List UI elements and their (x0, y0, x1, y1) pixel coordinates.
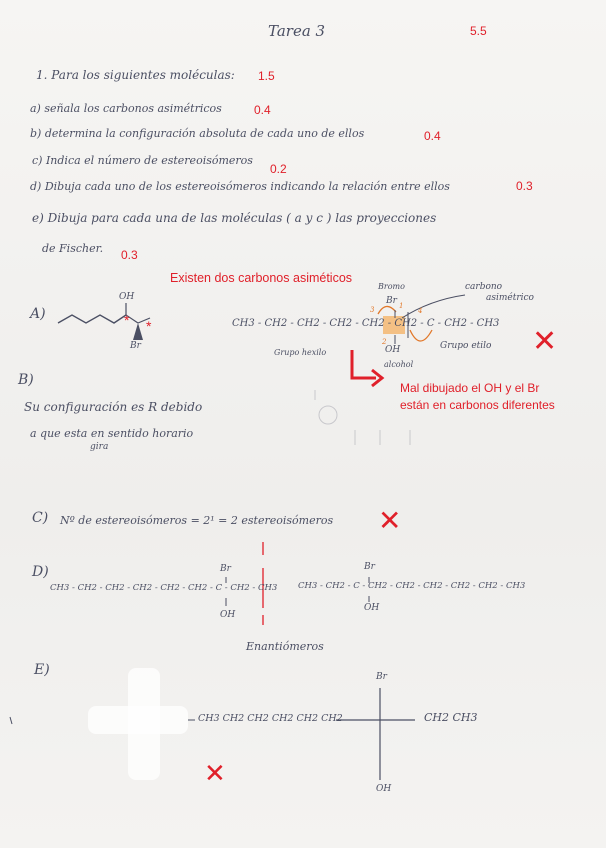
d-right-formula: CH3 - CH2 - C - CH2 - CH2 - CH2 - CH2 - CH2 - CH3 (298, 581, 526, 591)
feedback-asymmetric-carbons: Existen dos carbonos asiméticos (170, 271, 353, 285)
question-item-c-grade: 0.2 (270, 162, 287, 176)
rotation-arrow-top (378, 306, 396, 314)
cross-mark-section-c: ✕ (378, 504, 402, 537)
d-left-oh: OH (220, 610, 236, 620)
carbono-note-line1: carbono (465, 282, 503, 292)
question-item-e: e) Dibuja para cada una de las moléculas ( a y c ) las proyecciones (32, 211, 437, 225)
d-left-formula: CH3 - CH2 - CH2 - CH2 - CH2 - CH2 - C - CH2 - CH3 (50, 583, 278, 593)
question-item-a-grade: 0.4 (254, 103, 271, 117)
skeletal-chain (58, 315, 126, 323)
section-e-label: E) (34, 662, 50, 678)
section-b-line3: gira (90, 442, 109, 452)
grupo-hexilo-note: Grupo hexilo (274, 348, 327, 357)
d-relation-label: Enantiómeros (246, 640, 324, 653)
br-substituent: Br (386, 296, 397, 306)
section-c-text: Nº de estereoisómeros = 2¹ = 2 estereoisómeros (60, 514, 334, 527)
question-item-b: b) determina la configuración absoluta de cada uno de ellos (30, 127, 365, 140)
priority-2: 2 (382, 338, 387, 346)
question-item-c: c) Indica el número de estereoisómeros (32, 154, 253, 167)
rotation-arrow-right (410, 330, 432, 341)
question-item-a: a) señala los carbonos asimétricos (30, 102, 222, 115)
e-left-chain: CH3 CH2 CH2 CH2 CH2 CH2 (198, 713, 343, 724)
red-correction-arrow (352, 350, 376, 378)
bromo-note: Bromo (378, 282, 405, 291)
section-b-line1: Su configuración es R debido (24, 400, 203, 414)
question-item-d: d) Dibuja cada uno de los estereoisómeros indicando la relación entre ellos (30, 180, 450, 193)
margin-mark (10, 717, 12, 724)
total-grade: 5.5 (470, 24, 487, 38)
section-b-line2: a que esta en sentido horario (30, 427, 194, 440)
section-c-label: C) (32, 510, 49, 526)
priority-3: 3 (370, 306, 375, 314)
condensed-formula-a: CH3 - CH2 - CH2 - CH2 - CH2 - CH2 - C - CH2 - CH3 (232, 318, 500, 329)
asterisk-mark-1: * (124, 312, 130, 328)
question-intro-grade: 1.5 (258, 69, 275, 83)
section-d-label: D) (32, 564, 49, 580)
skeletal-wedge-br (133, 323, 143, 340)
grupo-etilo-note: Grupo etilo (440, 341, 492, 351)
section-a-label: A) (30, 306, 46, 322)
feedback-misdrawn-line2: están en carbonos diferentes (400, 398, 555, 412)
oh-substituent: OH (385, 345, 401, 355)
question-item-d-grade: 0.3 (516, 179, 533, 193)
question-intro: 1. Para los siguientes moléculas: (36, 68, 235, 82)
bleedthrough-circle (319, 406, 337, 424)
question-item-e-grade: 0.3 (121, 248, 138, 262)
priority-4: 4 (418, 307, 423, 315)
skeletal-br-label: Br (130, 341, 141, 351)
annotation-line (402, 295, 465, 318)
feedback-misdrawn-line1: Mal dibujado el OH y el Br (400, 381, 540, 395)
d-right-br: Br (364, 562, 375, 572)
alcohol-note: alcohol (384, 360, 414, 369)
question-item-e-cont: de Fischer. (42, 242, 104, 255)
e-right-oh: OH (376, 784, 392, 794)
cross-mark-section-a: ✕ (532, 324, 558, 359)
d-right-oh: OH (364, 603, 380, 613)
fischer-watermark-horizontal (88, 706, 188, 734)
question-item-b-grade: 0.4 (424, 129, 441, 143)
section-b-label: B) (18, 372, 34, 388)
carbono-note-line2: asimétrico (486, 293, 534, 303)
page-title: Tarea 3 (268, 22, 326, 40)
cross-mark-section-e: ✕ (204, 759, 226, 789)
e-right-chain: CH2 CH3 (424, 711, 478, 724)
d-left-br: Br (220, 564, 231, 574)
skeletal-oh-label: OH (119, 292, 135, 302)
e-right-br: Br (376, 672, 387, 682)
priority-1: 1 (399, 302, 404, 310)
asterisk-mark-2: * (146, 318, 152, 334)
